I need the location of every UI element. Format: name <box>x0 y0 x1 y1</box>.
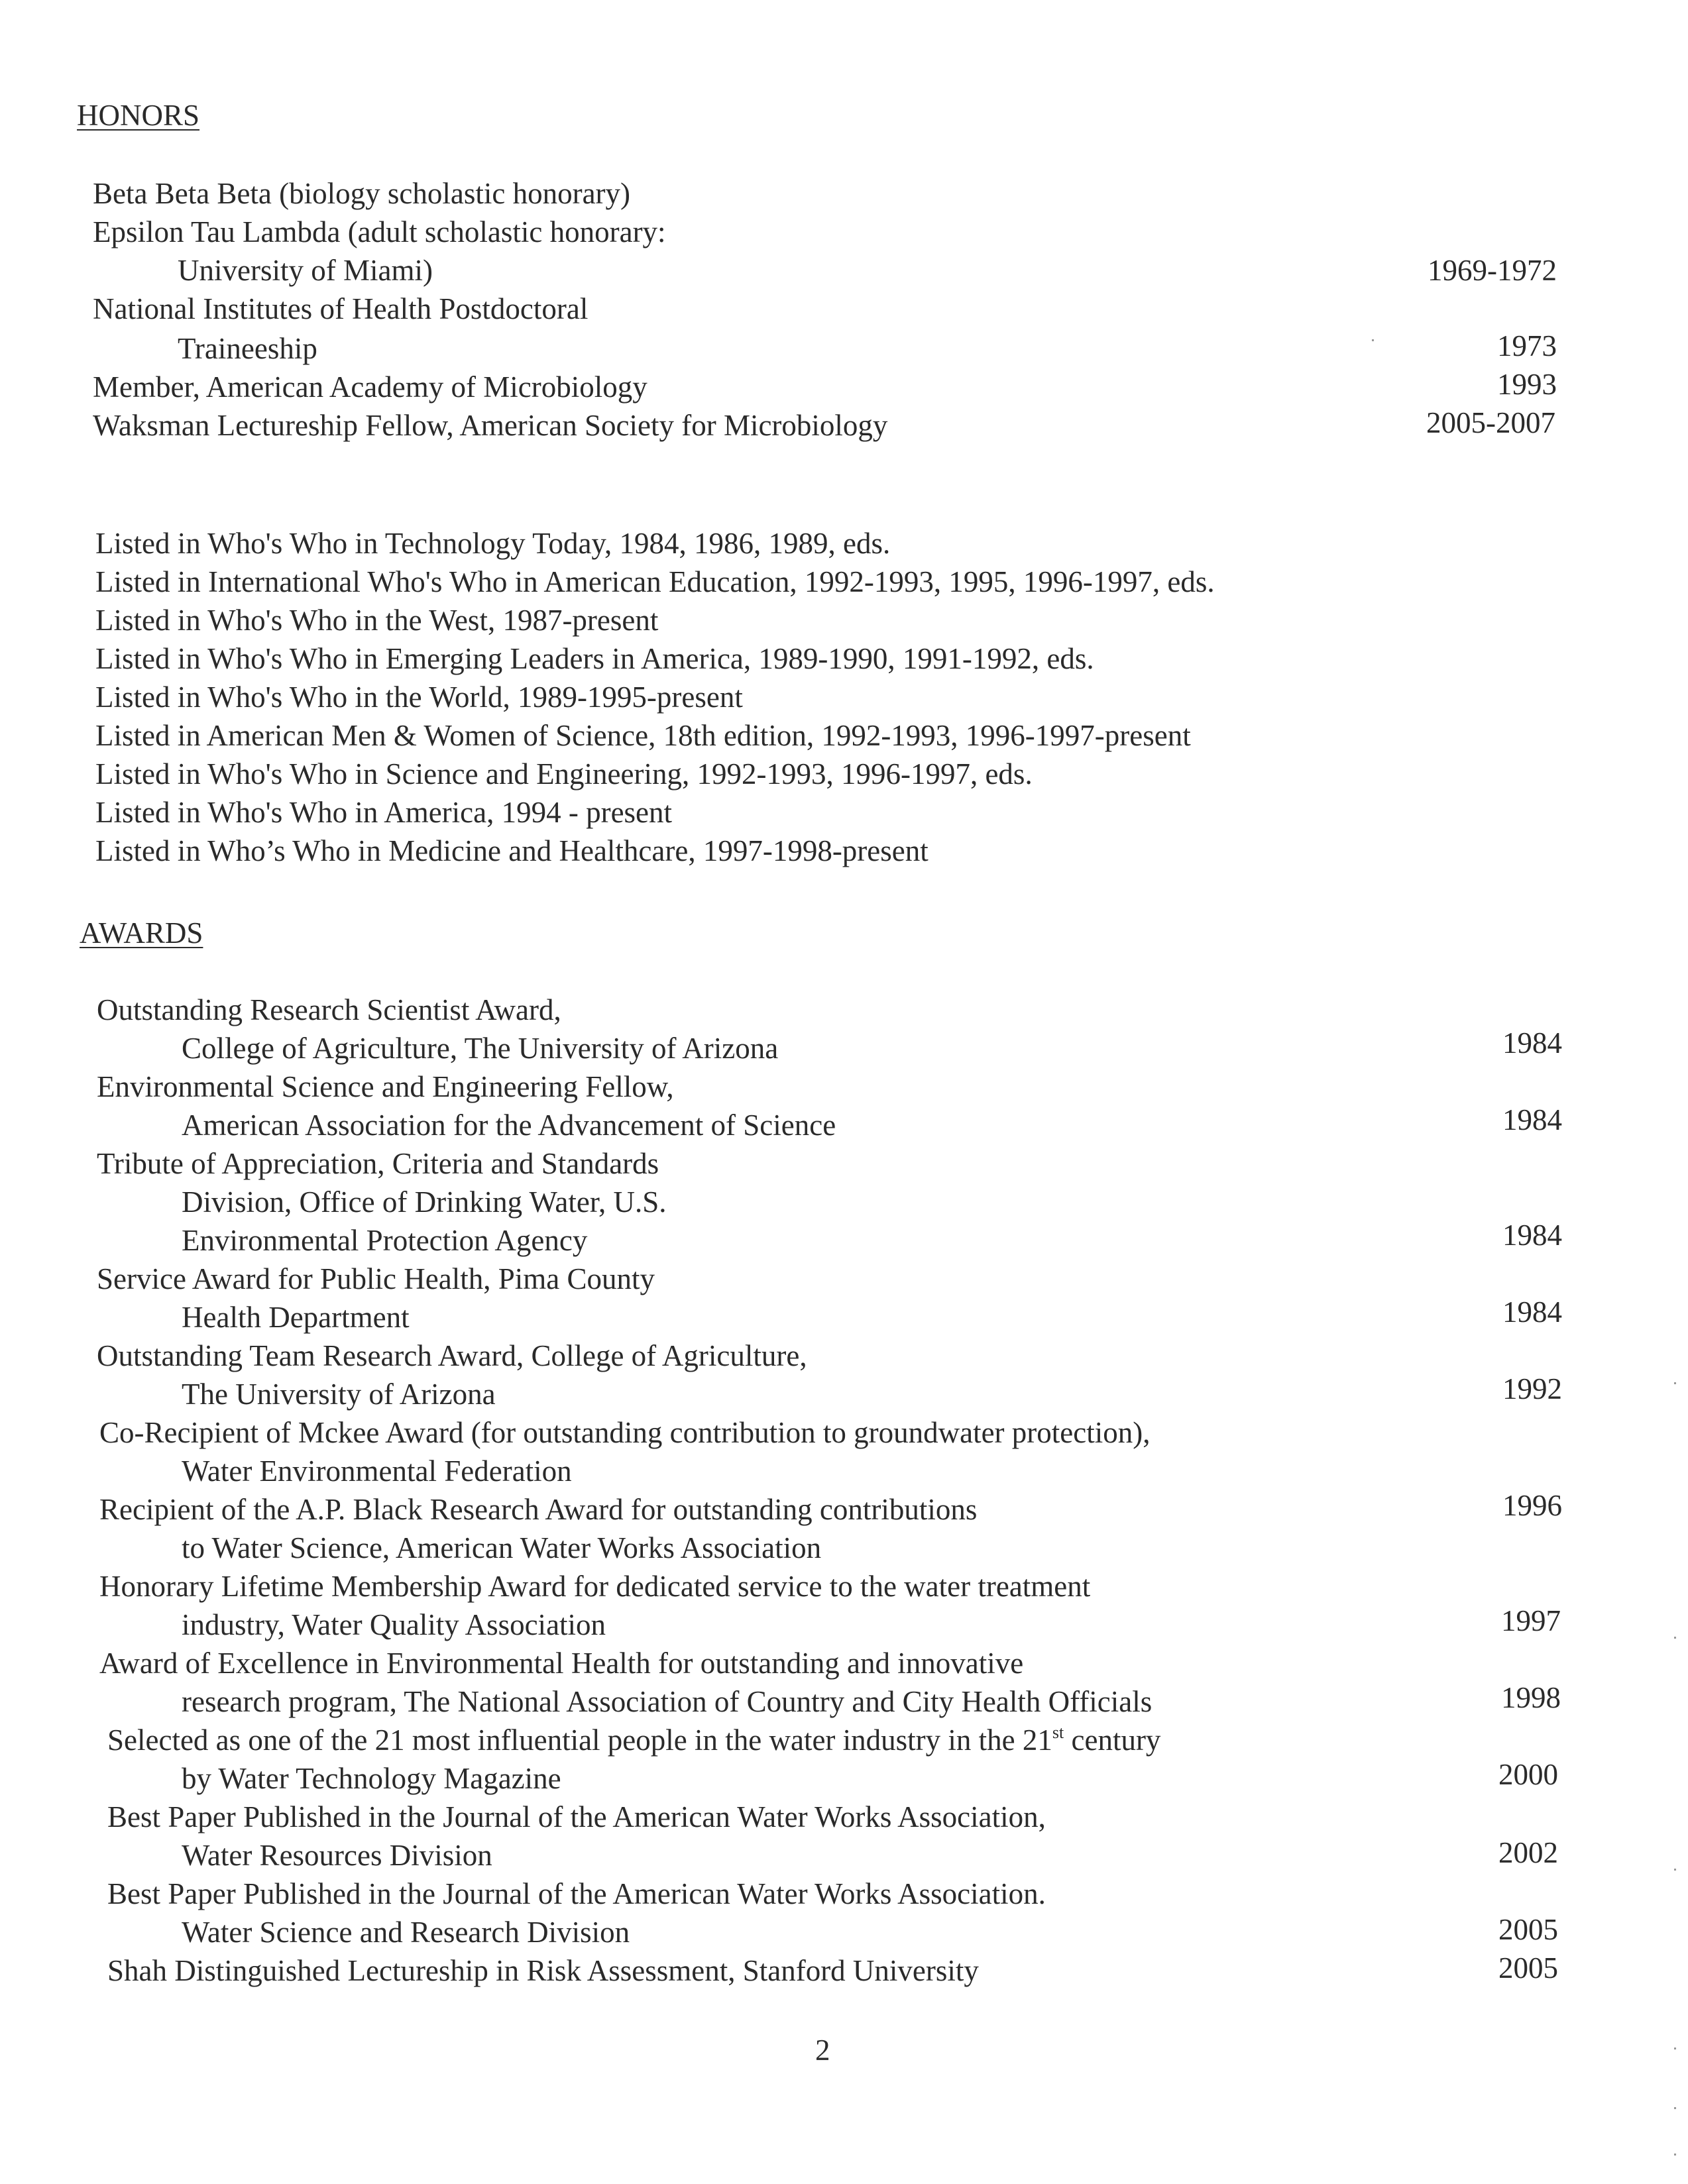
scan-speck <box>1674 2048 1676 2049</box>
listing-item: Listed in Who’s Who in Medicine and Healthcare, 1997-1998-present <box>95 834 928 867</box>
award-line: Best Paper Published in the Journal of the American Water Works Association. <box>107 1877 1046 1910</box>
award-line-continuation: College of Agriculture, The University of Arizona <box>182 1032 779 1065</box>
scan-speck <box>1674 1382 1676 1384</box>
honors-heading: HONORS <box>77 99 200 132</box>
award-line: Best Paper Published in the Journal of the American Water Works Association, <box>107 1800 1046 1833</box>
scan-speck <box>1674 1869 1676 1871</box>
honor-year: 1993 <box>1497 368 1557 401</box>
award-line: Honorary Lifetime Membership Award for dedicated service to the water treatment <box>99 1570 1091 1603</box>
listing-item: Listed in Who's Who in the West, 1987-present <box>95 604 659 637</box>
listing-item: Listed in International Who's Who in American Education, 1992-1993, 1995, 1996-1997, eds. <box>95 565 1215 598</box>
listing-item: Listed in Who's Who in the World, 1989-1995-present <box>95 681 743 714</box>
award-line: Award of Excellence in Environmental Health for outstanding and innovative <box>99 1647 1024 1680</box>
award-line-continuation: Health Department <box>182 1301 410 1334</box>
scan-speck <box>1674 2154 1676 2156</box>
listing-item: Listed in Who's Who in Emerging Leaders in America, 1989-1990, 1991-1992, eds. <box>95 642 1094 675</box>
award-line-continuation: to Water Science, American Water Works Association <box>182 1531 822 1564</box>
award-line-continuation: Environmental Protection Agency <box>182 1224 588 1257</box>
award-line: Outstanding Team Research Award, College of Agriculture, <box>97 1339 807 1372</box>
award-line-continuation: Water Resources Division <box>182 1839 492 1872</box>
scan-speck <box>1674 1637 1676 1639</box>
awards-heading: AWARDS <box>80 916 203 950</box>
award-line <box>107 1725 1160 1755</box>
honor-entry: Member, American Academy of Microbiology <box>93 370 647 404</box>
honor-year: 1973 <box>1497 329 1557 362</box>
award-line-continuation: Water Environmental Federation <box>182 1454 572 1488</box>
award-year: 1998 <box>1501 1681 1561 1714</box>
honor-year: 2005-2007 <box>1426 406 1555 439</box>
award-line-continuation: industry, Water Quality Association <box>182 1608 606 1641</box>
award-line-continuation: research program, The National Association of Country and City Health Officials <box>182 1685 1153 1718</box>
award-year: 1984 <box>1502 1295 1562 1329</box>
award-year: 1992 <box>1502 1372 1562 1405</box>
award-line: Recipient of the A.P. Black Research Award for outstanding contributions <box>99 1493 978 1526</box>
award-year: 2005 <box>1498 1913 1558 1946</box>
award-line-text: century <box>1064 1723 1161 1757</box>
award-line-continuation: Water Science and Research Division <box>182 1916 630 1949</box>
award-line: Outstanding Research Scientist Award, <box>97 993 561 1026</box>
award-year: 1984 <box>1502 1026 1562 1060</box>
award-line-continuation: Division, Office of Drinking Water, U.S. <box>182 1185 667 1219</box>
ordinal-suffix: st <box>1052 1723 1064 1742</box>
honor-entry: National Institutes of Health Postdoctoral <box>93 292 589 325</box>
award-line-continuation: American Association for the Advancement of Science <box>182 1109 836 1142</box>
award-year: 2000 <box>1498 1758 1558 1791</box>
listing-item: Listed in Who's Who in Science and Engineering, 1992-1993, 1996-1997, eds. <box>95 757 1033 791</box>
award-year: 2005 <box>1498 1951 1558 1985</box>
award-year: 1996 <box>1502 1489 1562 1522</box>
award-line: Co-Recipient of Mckee Award (for outstanding contribution to groundwater protection), <box>99 1416 1151 1449</box>
award-line-continuation: The University of Arizona <box>182 1378 496 1411</box>
award-year: 2002 <box>1498 1836 1558 1869</box>
honor-year: 1969-1972 <box>1428 254 1557 287</box>
listing-item: Listed in American Men & Women of Science, 18th edition, 1992-1993, 1996-1997-present <box>95 719 1191 752</box>
award-line: Service Award for Public Health, Pima County <box>97 1262 655 1295</box>
award-line: Environmental Science and Engineering Fellow, <box>97 1070 674 1103</box>
award-year: 1984 <box>1502 1219 1562 1252</box>
award-line: Tribute of Appreciation, Criteria and Standards <box>97 1147 659 1180</box>
award-year: 1997 <box>1501 1604 1561 1637</box>
honor-entry: Epsilon Tau Lambda (adult scholastic honorary: <box>93 215 666 248</box>
honor-entry: Beta Beta Beta (biology scholastic honorary) <box>93 177 631 210</box>
award-line-text: Selected as one of the 21 most influential people in the water industry in the 21 <box>107 1723 1052 1757</box>
page-number: 2 <box>815 2034 830 2067</box>
listing-item: Listed in Who's Who in America, 1994 - present <box>95 796 673 829</box>
honor-entry: Waksman Lectureship Fellow, American Society for Microbiology <box>93 409 888 442</box>
scan-speck <box>1674 2107 1676 2109</box>
honor-entry-continuation: University of Miami) <box>178 254 433 287</box>
award-year: 1984 <box>1502 1103 1562 1136</box>
listing-item: Listed in Who's Who in Technology Today, 1984, 1986, 1989, eds. <box>95 527 891 560</box>
honor-entry-continuation: Traineeship <box>178 332 317 365</box>
award-line: Shah Distinguished Lectureship in Risk Assessment, Stanford University <box>107 1954 979 1987</box>
award-line-continuation: by Water Technology Magazine <box>182 1762 561 1795</box>
scan-speck <box>1372 339 1374 341</box>
